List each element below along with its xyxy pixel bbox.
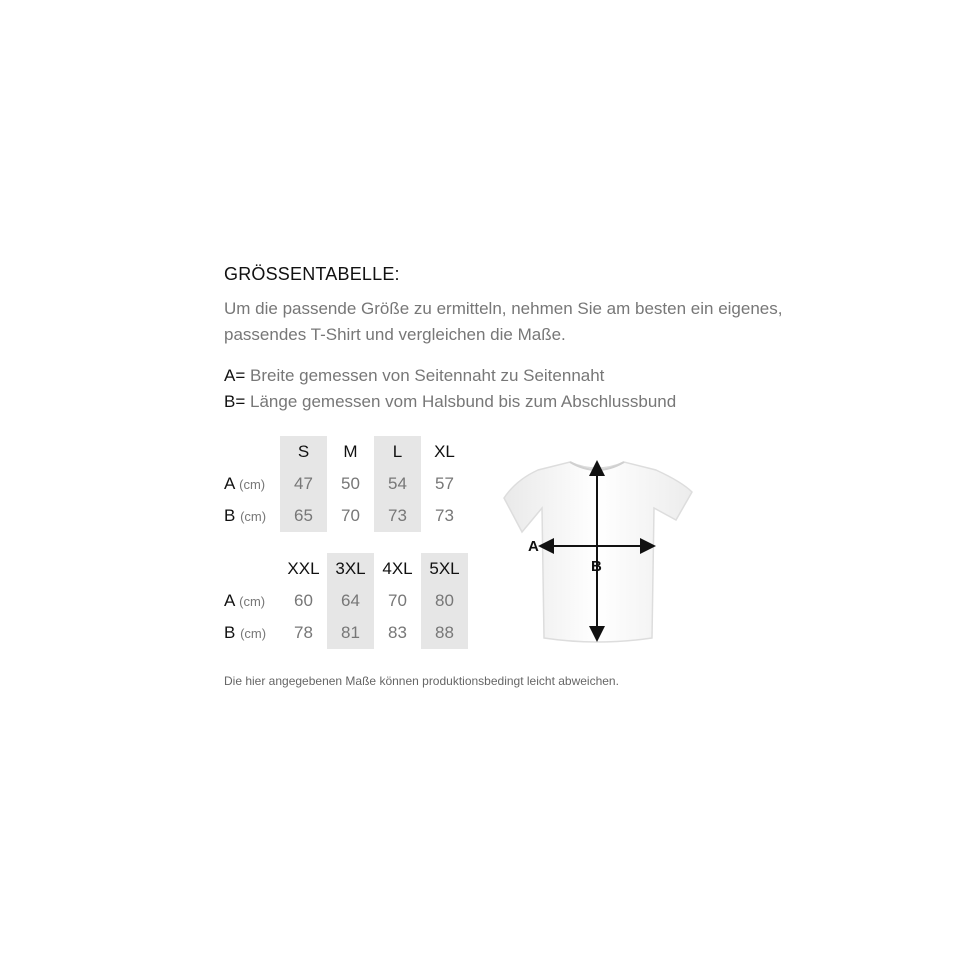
- size-header: S: [280, 436, 327, 468]
- cell-value: 88: [421, 617, 468, 649]
- cell-value: 78: [294, 623, 313, 642]
- definition-b-text: Länge gemessen vom Halsbund bis zum Abschlussbund: [245, 392, 677, 411]
- tshirt-measurement-diagram: [500, 450, 700, 650]
- definition-a-key: A=: [224, 366, 246, 385]
- cell-value: 80: [421, 585, 468, 617]
- row-label-unit: (cm): [239, 477, 266, 492]
- cell-value: 70: [341, 506, 360, 525]
- table-row-b: [224, 617, 468, 649]
- footnote: Die hier angegebenen Maße können produktionsbedingt leicht abweichen.: [224, 674, 619, 688]
- row-label-key: A: [224, 474, 235, 493]
- row-label-key: A: [224, 591, 235, 610]
- page-title: GRÖSSENTABELLE:: [224, 264, 400, 284]
- definition-a: [224, 366, 604, 386]
- cell-value: 57: [435, 474, 454, 493]
- definition-a-text: Breite gemessen von Seitennaht zu Seitennaht: [245, 366, 605, 385]
- row-label-key: B: [224, 506, 236, 525]
- size-header: XL: [434, 442, 455, 461]
- cell-value: 50: [341, 474, 360, 493]
- intro-text: Um die passende Größe zu ermitteln, nehmen Sie am besten ein eigenes, passendes T-Shirt und vergleichen die Maße.: [224, 299, 783, 344]
- row-label-unit: (cm): [240, 509, 267, 524]
- row-label-unit: (cm): [239, 594, 266, 609]
- corner-cell: [224, 553, 280, 585]
- table-row-a: [224, 468, 468, 500]
- size-header: 4XL: [382, 559, 413, 578]
- size-header: L: [374, 436, 421, 468]
- cell-value: 83: [388, 623, 407, 642]
- size-header: XXL: [287, 559, 320, 578]
- cell-value: 81: [327, 617, 374, 649]
- size-table-1: [224, 436, 468, 532]
- cell-value: 65: [280, 500, 327, 532]
- table-header-row: [224, 436, 468, 468]
- cell-value: 73: [435, 506, 454, 525]
- cell-value: 47: [280, 468, 327, 500]
- label-b: B: [591, 558, 602, 575]
- row-label-a: [224, 468, 280, 500]
- size-header: M: [343, 442, 358, 461]
- row-label-b: [224, 500, 280, 532]
- cell-value: 73: [374, 500, 421, 532]
- row-label-unit: (cm): [240, 626, 267, 641]
- size-header: 5XL: [421, 553, 468, 585]
- size-header: 3XL: [327, 553, 374, 585]
- label-a: A: [528, 538, 539, 555]
- row-label-b: [224, 617, 280, 649]
- definition-b: [224, 392, 676, 412]
- corner-cell: [224, 436, 280, 468]
- table-row-b: [224, 500, 468, 532]
- table-row-a: [224, 585, 468, 617]
- size-table-2: [224, 553, 468, 649]
- definition-b-key: B=: [224, 392, 246, 411]
- row-label-a: [224, 585, 280, 617]
- cell-value: 54: [374, 468, 421, 500]
- row-label-key: B: [224, 623, 236, 642]
- cell-value: 60: [294, 591, 313, 610]
- cell-value: 70: [388, 591, 407, 610]
- cell-value: 64: [327, 585, 374, 617]
- table-header-row: [224, 553, 468, 585]
